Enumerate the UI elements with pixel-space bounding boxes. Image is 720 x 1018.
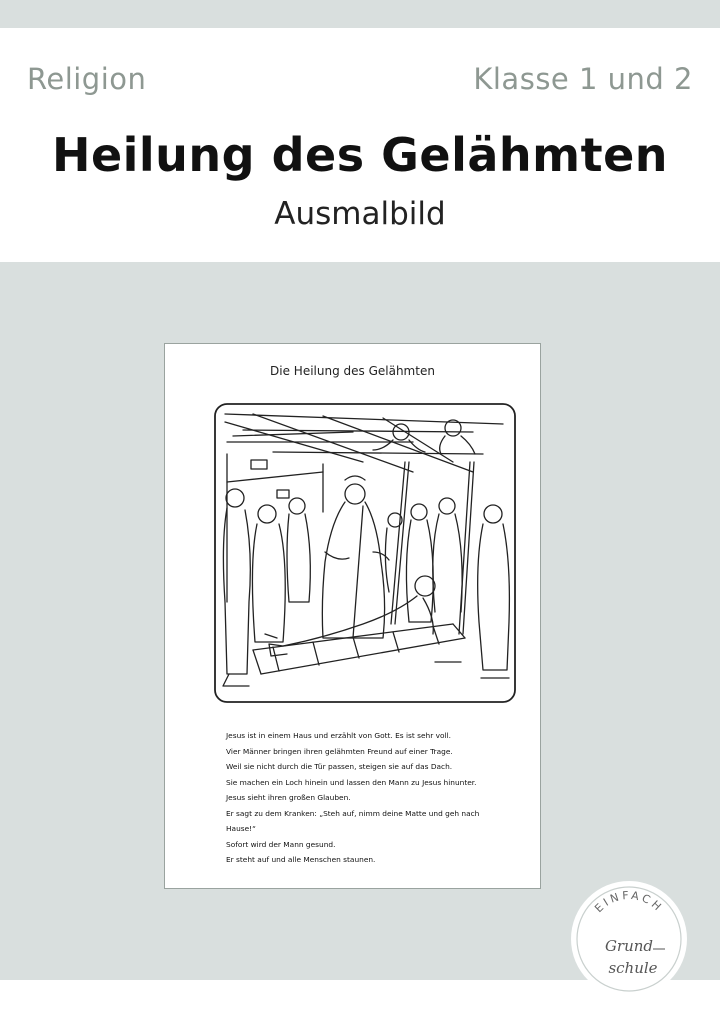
story-line: Sofort wird der Mann gesund. (226, 839, 336, 849)
subject-label: Religion (27, 62, 147, 96)
story-line: Jesus ist in einem Haus und erzählt von Gott. Es ist sehr voll. (226, 731, 451, 740)
story-line: Er steht auf und alle Menschen staunen. (226, 855, 376, 864)
logo-top-text: EINFACH (592, 888, 666, 916)
page-subtitle: Ausmalbild (274, 196, 446, 232)
story-line: Hause!“ (226, 824, 256, 833)
page-title: Heilung des Gelähmten (51, 128, 669, 182)
story-text (226, 728, 526, 868)
coloring-illustration (213, 402, 517, 704)
top-band (0, 0, 720, 28)
worksheet-title: Die Heilung des Gelähmten (270, 364, 435, 378)
story-line: Jesus sieht ihren großen Glauben. (226, 793, 351, 802)
worksheet-preview (164, 343, 541, 889)
story-line: Er sagt zu dem Kranken: „Steh auf, nimm deine Matte und geh nach (226, 808, 480, 818)
story-line: Vier Männer bringen ihren gelähmten Freund auf einer Trage. (226, 746, 453, 756)
header (0, 28, 720, 262)
logo-script-line1: Grund (604, 937, 654, 955)
logo-script-line2: schule (608, 959, 658, 977)
story-line: Sie machen ein Loch hinein und lassen den Mann zu Jesus hinunter. (226, 777, 477, 787)
story-line: Weil sie nicht durch die Tür passen, steigen sie auf das Dach. (226, 762, 453, 771)
brand-logo (569, 879, 689, 999)
grade-label: Klasse 1 und 2 (473, 62, 693, 96)
